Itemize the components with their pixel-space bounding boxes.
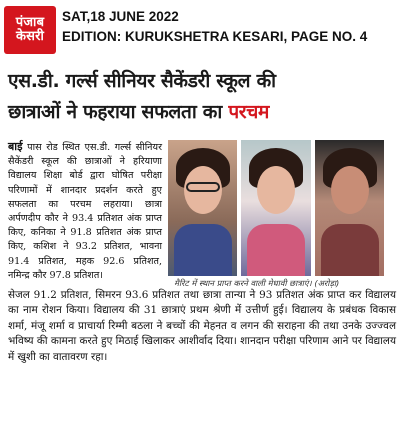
article-photo: [168, 140, 384, 276]
article-column-body: पास रोड स्थित एस.डी. गर्ल्स सीनियर सैकेंडरी स्कूल की छात्राओं ने हरियाणा विद्यालय शिक्षा बोर्ड द्वारा घोषित परीक्षा परिणामों में शानदार प्रदर्शन करते हुए सफलता का परचम लहराया। छात्रा अर्पणदीप कौर ने 93.4 प्रतिशत अंक प्राप्त किए, कनिका ने 91.8 प्रतिशत अंक प्राप्त किए, कशिश ने 93.2 प्रतिशत, भावना 91.4 प्रतिशत, महक 92.6 प्रतिशत, नमिन्द्र कौर 97.8 प्रतिशत।: [8, 142, 162, 281]
headline-line-2-text: छात्राओं ने फहराया सफलता का: [8, 101, 222, 123]
article-headline: [8, 66, 396, 128]
student-photo-2: [241, 140, 310, 276]
news-clipping: [0, 60, 403, 448]
article-full-width-text: सेजल 91.2 प्रतिशत, सिमरन 93.6 प्रतिशत तथा छात्रा तान्या ने 93 प्रतिशत अंक प्राप्त कर विद्यालय का नाम रोशन किया। विद्यालय की 31 छात्राएं प्रथम श्रेणी में उत्तीर्ण हुई। विद्यालय के प्रबंधक विकास शर्मा, मंजू शर्मा व प्राचार्या रिम्मी बठला ने बच्चों की मेहनत व लगन की सराहना की तथा उनके उज्ज्वल भविष्य की कामना करते हुए मिठाई खिलाकर आशीर्वाद दिया। शानदान परीक्षा परिणाम आने पर विद्यालय में खुशी का वातावरण रहा।: [8, 289, 396, 363]
logo-line-1: पंजाब: [15, 15, 45, 31]
publication-date: SAT,18 JUNE 2022: [62, 9, 179, 24]
edition-info: EDITION: KURUKSHETRA KESARI, PAGE NO. 4: [62, 29, 368, 44]
headline-accent-word: परचम: [228, 101, 270, 123]
edition-meta: [62, 7, 403, 47]
article-lead-word: बाई: [8, 140, 23, 153]
student-photo-1: [168, 140, 237, 276]
clipping-header: [0, 0, 403, 58]
logo-line-2: केसरी: [15, 29, 45, 44]
headline-line-2: [8, 97, 396, 128]
punjab-kesari-logo: [4, 6, 56, 54]
photo-caption: मैरिट में स्थान प्राप्त करने वाली मेधावी छात्राएं। (अरोड़ा): [174, 278, 340, 288]
article-column-text: [8, 140, 162, 283]
student-photo-3: [315, 140, 384, 276]
headline-line-1: एस.डी. गर्ल्स सीनियर सैकेंडरी स्कूल की: [8, 70, 276, 92]
